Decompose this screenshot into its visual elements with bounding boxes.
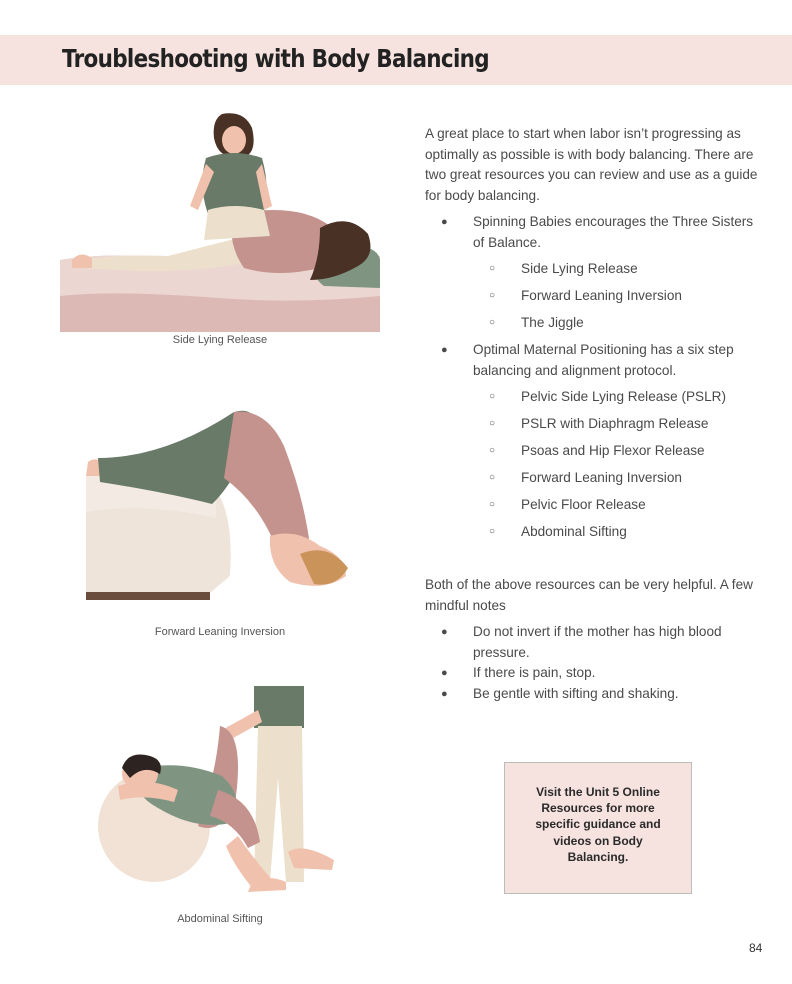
bullet-icon: ● <box>441 667 448 679</box>
circle-bullet-icon: ○ <box>489 525 496 537</box>
circle-bullet-icon: ○ <box>489 391 496 403</box>
bullet-icon: ● <box>441 687 448 700</box>
intro-paragraph: A great place to start when labor isn’t progressing as optimally as possible is with body balancing. There are two great resources you can review and use as a guide for body balancing. <box>425 126 758 203</box>
bullet-icon: ● <box>441 344 448 357</box>
list-item <box>425 441 765 462</box>
list-item <box>425 286 765 307</box>
sublist <box>425 387 765 542</box>
list-item <box>425 259 765 280</box>
list-item <box>425 684 765 705</box>
circle-bullet-icon: ○ <box>489 499 496 511</box>
circle-bullet-icon: ○ <box>489 290 496 302</box>
notes-intro-paragraph: Both of the above resources can be very helpful. A few mindful notes <box>425 577 753 613</box>
resource-label: Optimal Maternal Positioning has a six step balancing and alignment protocol. <box>473 342 734 378</box>
figure-caption: Side Lying Release <box>172 334 268 346</box>
list-item <box>425 212 765 334</box>
list-item <box>425 622 765 663</box>
sublist-item-label: Abdominal Sifting <box>521 523 627 539</box>
sublist-item-label: Pelvic Side Lying Release (PSLR) <box>521 389 727 405</box>
list-item <box>425 495 765 516</box>
circle-bullet-icon: ○ <box>489 418 496 430</box>
resource-label: Spinning Babies encourages the Three Sisters of Balance. <box>473 214 754 250</box>
bullet-icon: ● <box>441 216 448 228</box>
circle-bullet-icon: ○ <box>489 472 496 484</box>
list-item <box>425 663 765 684</box>
figure-caption: Forward Leaning Inversion <box>154 626 286 638</box>
notes-list <box>425 622 765 704</box>
abdominal-sifting-illustration <box>98 686 342 898</box>
note-label: Do not invert if the mother has high blood pressure. <box>473 624 722 660</box>
page-number: 84 <box>749 941 763 955</box>
resources-list <box>425 212 765 542</box>
side-lying-release-illustration <box>58 110 383 338</box>
sublist-item-label: Side Lying Release <box>521 261 638 277</box>
sublist-item-label: Forward Leaning Inversion <box>521 288 682 304</box>
list-item <box>425 468 765 489</box>
circle-bullet-icon: ○ <box>489 445 496 457</box>
list-item <box>425 522 765 543</box>
list-item <box>425 414 765 435</box>
sublist-item-label: The Jiggle <box>521 315 584 331</box>
callout-text <box>504 784 692 865</box>
sublist-item-label: PSLR with Diaphragm Release <box>521 416 709 432</box>
list-item <box>425 387 765 408</box>
forward-leaning-inversion-illustration <box>84 406 356 606</box>
bullet-icon: ● <box>441 626 448 638</box>
list-item <box>425 340 765 542</box>
list-item <box>425 313 765 334</box>
sublist <box>425 259 765 333</box>
note-label: Be gentle with sifting and shaking. <box>473 685 679 701</box>
note-label: If there is pain, stop. <box>473 665 596 680</box>
sublist-item-label: Pelvic Floor Release <box>521 497 646 513</box>
sublist-item-label: Psoas and Hip Flexor Release <box>521 443 705 459</box>
sublist-item-label: Forward Leaning Inversion <box>521 470 682 486</box>
circle-bullet-icon: ○ <box>489 263 496 275</box>
page-title: Troubleshooting with Body Balancing <box>62 44 489 73</box>
callout-text-content: Visit the Unit 5 Online Resources for more specific guidance and videos on Body Balancing. <box>535 785 661 864</box>
circle-bullet-icon: ○ <box>489 317 496 329</box>
figure-caption: Abdominal Sifting <box>177 913 263 925</box>
